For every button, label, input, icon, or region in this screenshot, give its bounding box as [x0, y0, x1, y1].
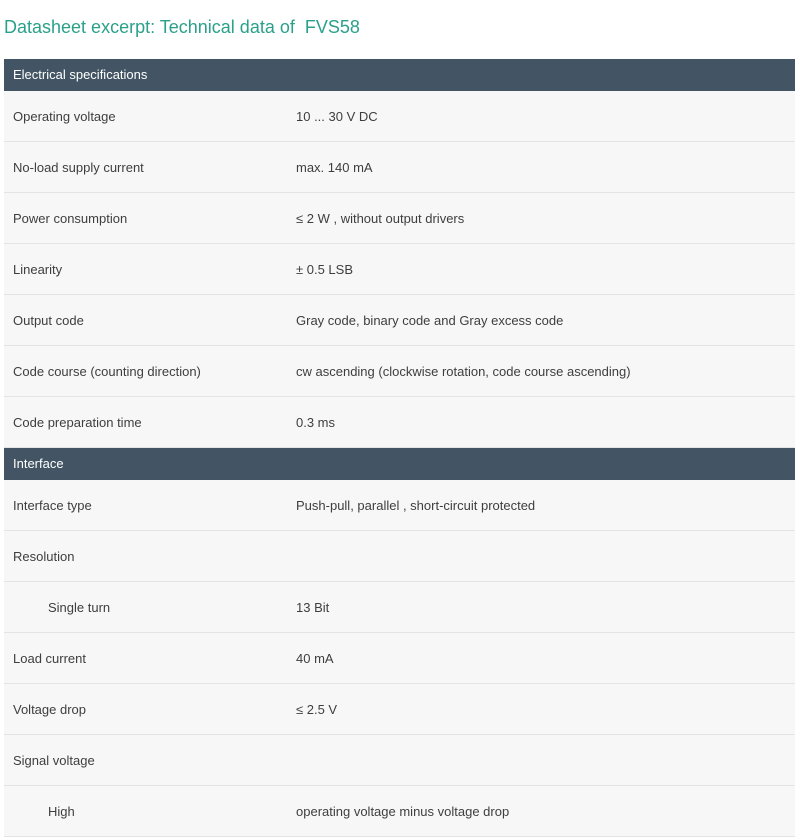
spec-label: Load current	[13, 650, 86, 666]
spec-row-linearity	[4, 244, 795, 295]
spec-row-code-course	[4, 346, 795, 397]
spec-value: 40 mA	[296, 650, 334, 666]
spec-label: Interface type	[13, 497, 92, 513]
spec-value: ≤ 2.5 V	[296, 701, 338, 717]
spec-row-resolution	[4, 531, 795, 582]
spec-label: High	[48, 803, 75, 819]
spec-value: 13 Bit	[296, 599, 330, 615]
spec-value: ± 0.5 LSB	[296, 261, 354, 277]
spec-value: 0.3 ms	[296, 414, 336, 430]
spec-label: Code preparation time	[13, 414, 142, 430]
page-title: Datasheet excerpt: Technical data of FVS58	[4, 17, 360, 37]
spec-label: No-load supply current	[13, 159, 144, 175]
spec-label: Output code	[13, 312, 84, 328]
spec-row-high	[4, 786, 795, 837]
spec-label: Linearity	[13, 261, 63, 277]
spec-label: Voltage drop	[13, 701, 87, 717]
spec-value: Push-pull, parallel , short-circuit protected	[296, 497, 536, 513]
section-header-electrical: Electrical specifications	[4, 59, 795, 91]
spec-row-signal-voltage	[4, 735, 795, 786]
spec-value: cw ascending (clockwise rotation, code course ascending)	[296, 363, 631, 379]
spec-row-no-load-supply-current	[4, 142, 795, 193]
spec-value: 10 ... 30 V DC	[296, 108, 378, 124]
spec-value: max. 140 mA	[296, 159, 373, 175]
spec-label: Signal voltage	[13, 752, 95, 768]
spec-value: Gray code, binary code and Gray excess code	[296, 312, 564, 328]
spec-row-power-consumption	[4, 193, 795, 244]
spec-row-operating-voltage	[4, 91, 795, 142]
spec-value: ≤ 2 W , without output drivers	[296, 210, 465, 226]
section-header-interface: Interface	[4, 448, 795, 480]
spec-row-single-turn	[4, 582, 795, 633]
spec-row-load-current	[4, 633, 795, 684]
spec-value: operating voltage minus voltage drop	[296, 803, 510, 819]
datasheet-table	[4, 59, 795, 837]
spec-label: Resolution	[13, 548, 75, 564]
spec-label: Power consumption	[13, 210, 128, 226]
spec-row-voltage-drop	[4, 684, 795, 735]
spec-label: Code course (counting direction)	[13, 363, 201, 379]
spec-row-output-code	[4, 295, 795, 346]
spec-row-interface-type	[4, 480, 795, 531]
spec-label: Operating voltage	[13, 108, 116, 124]
spec-row-code-preparation-time	[4, 397, 795, 448]
spec-label: Single turn	[48, 599, 111, 615]
